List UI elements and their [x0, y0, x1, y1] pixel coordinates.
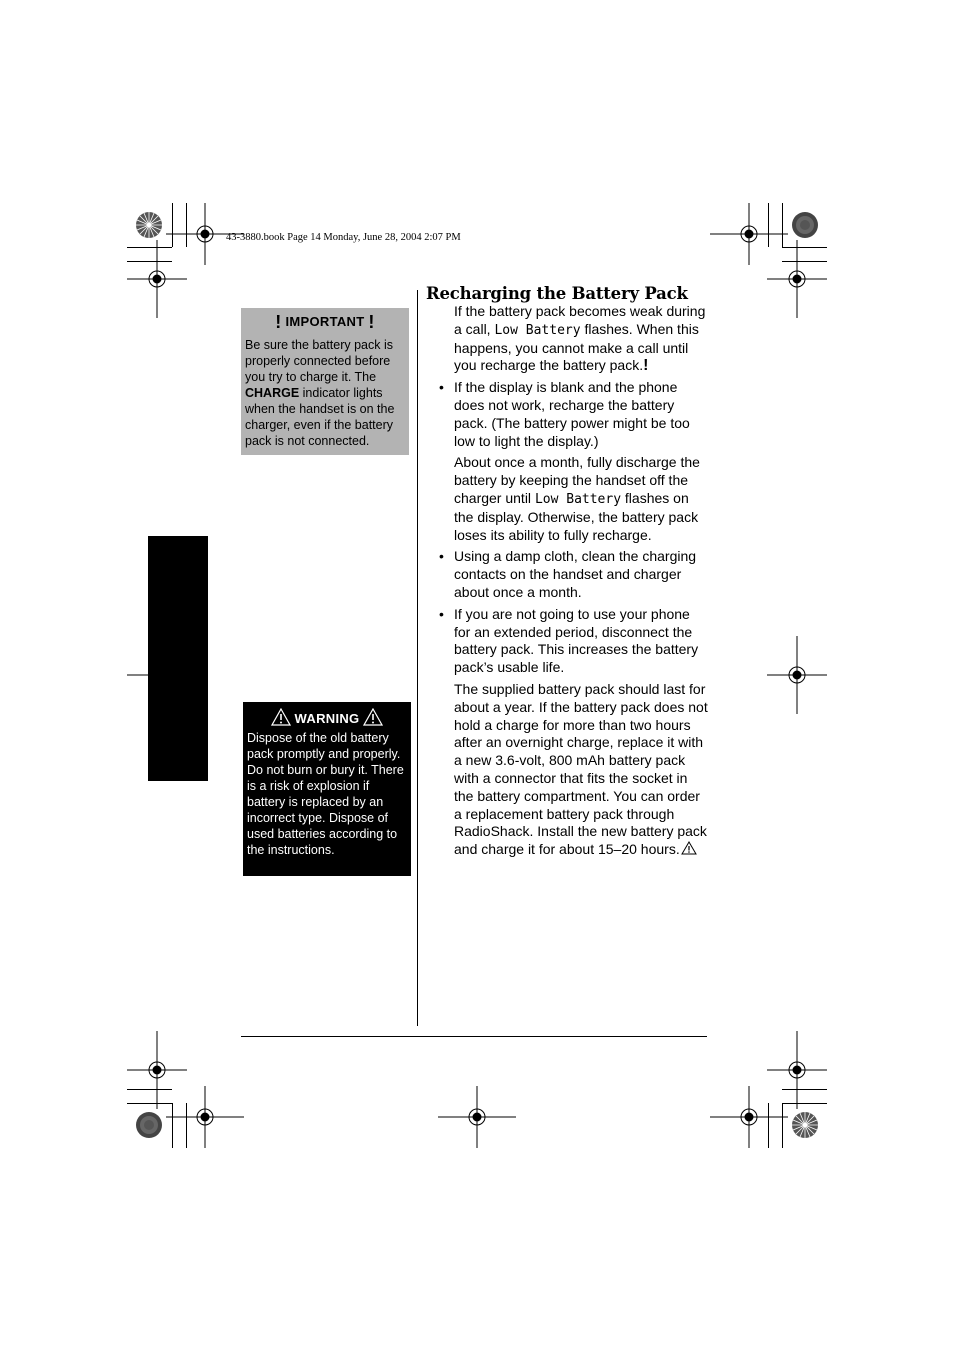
- intro-paragraph: If the battery pack becomes weak during a call, Low Battery flashes. When this happens, you cannot make a call until you recharge the battery pack.!: [454, 303, 706, 375]
- registration-target-icon: [767, 636, 827, 714]
- sunburst-mark-icon: [792, 1112, 818, 1138]
- warning-triangle-icon: [681, 841, 697, 855]
- registration-target-icon: [127, 240, 187, 318]
- section-heading: Recharging the Battery Pack: [426, 284, 688, 303]
- registration-target-icon: [127, 1031, 187, 1109]
- registration-target-icon: [710, 203, 788, 265]
- warning-triangle-icon: [271, 708, 291, 726]
- warning-triangle-icon: [363, 708, 383, 726]
- warning-title: WARNING: [247, 708, 407, 726]
- sunburst-mark-icon: [136, 212, 162, 238]
- registration-target-icon: [710, 1086, 788, 1148]
- warning-note-box: [243, 702, 411, 876]
- list-item: • If you are not going to use your phone for an extended period, disconnect the battery pack. This increases the battery pack’s usable life.: [439, 605, 699, 676]
- column-divider: [417, 290, 418, 1026]
- exclamation-icon: !: [275, 312, 282, 332]
- bullet-icon: •: [439, 548, 444, 565]
- important-note-box: [241, 308, 409, 455]
- registration-target-icon: [166, 1086, 244, 1148]
- list-item: • Using a damp cloth, clean the charging contacts on the handset and charger about once a month.: [439, 548, 697, 600]
- print-header-info: 43-3880.book Page 14 Monday, June 28, 2004 2:07 PM: [226, 232, 461, 243]
- registration-target-icon: [767, 240, 827, 318]
- discharge-paragraph: About once a month, fully discharge the battery by keeping the handset off the charger until Low Battery flashes on the display. Otherwise, the battery pack loses its ability to fully recharge.: [454, 454, 700, 543]
- display-text-low-battery: Low Battery: [494, 322, 581, 338]
- section-side-tab: [148, 536, 208, 781]
- display-text-low-battery: Low Battery: [534, 491, 622, 507]
- bullet-icon: •: [439, 605, 444, 622]
- important-body: Be sure the battery pack is properly connected before you try to charge it. The CHARGE indicator lights when the handset is on the charger, even if the battery pack is not connected.: [245, 338, 395, 448]
- important-title: ! IMPORTANT !: [275, 312, 375, 332]
- list-item: • If the display is blank and the phone does not work, recharge the battery pack. (The battery power might be too low to light the display.): [439, 379, 690, 449]
- exclamation-icon: !: [643, 357, 649, 375]
- sunburst-mark-icon: [792, 212, 818, 238]
- charge-label: CHARGE: [245, 386, 300, 400]
- registration-target-icon: [438, 1086, 516, 1148]
- replacement-paragraph: The supplied battery pack should last for about a year. If the battery pack does not hold a charge for more than two hours after an overnight charge, replace it with a new 3.6-volt, 800 mAh battery pack with a connector that fits the socket in the battery compartment. You can order a replacement battery pack through RadioShack. Install the new battery pack and charge it for about 15–20 hours.: [454, 680, 708, 858]
- footer-rule: [241, 1036, 707, 1037]
- exclamation-icon: !: [368, 312, 375, 332]
- bullet-icon: •: [439, 379, 444, 396]
- sunburst-mark-icon: [136, 1112, 162, 1138]
- warning-body: Dispose of the old battery pack promptly and properly. Do not burn or bury it. There is a risk of explosion if battery is replaced by an incorrect type. Dispose of used batteries according to the instructions.: [247, 731, 404, 857]
- registration-target-icon: [767, 1031, 827, 1109]
- main-content: [426, 284, 708, 859]
